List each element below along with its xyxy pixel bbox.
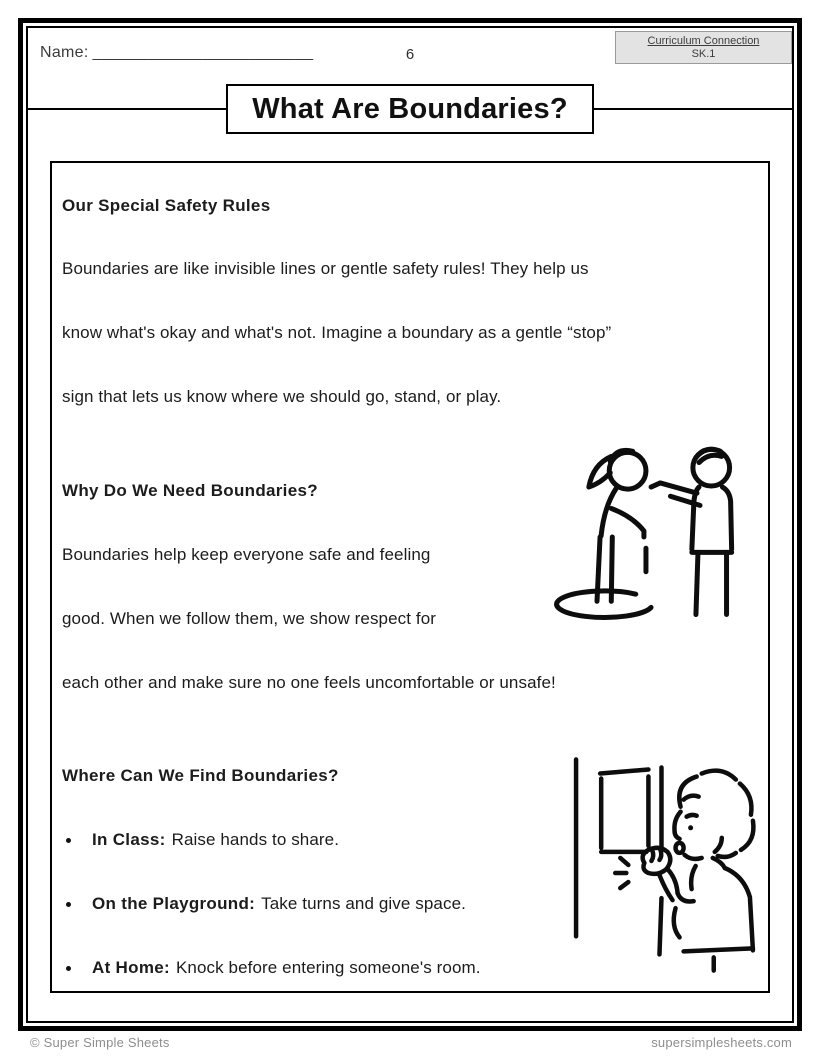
name-blank-line: ________________________ [92,44,314,61]
content-box [50,161,770,993]
curriculum-code: SK.1 [691,48,716,60]
personal-space-illustration [546,441,750,631]
section1-line2: know what's okay and what's not. Imagine a boundary as a gentle “stop” [62,323,612,342]
bullet-label: On the Playground: [92,894,256,913]
page-title: What Are Boundaries? [252,92,568,125]
page-title-box [226,84,594,134]
page-number: 6 [405,46,415,63]
bullet-icon [66,966,71,971]
page-border-inner [26,26,794,1023]
name-label: Name: [40,44,89,61]
curriculum-title: Curriculum Connection [647,35,760,47]
section2-line1: Boundaries help keep everyone safe and feeling [62,545,431,564]
section2-line3: each other and make sure no one feels uncomfortable or unsafe! [62,673,556,692]
section2-line2: good. When we follow them, we show respect for [62,609,437,628]
section1-line3: sign that lets us know where we should go, stand, or play. [62,387,502,406]
bullet-label: At Home: [92,958,170,977]
bullet-label: In Class: [92,830,166,849]
section1-line1: Boundaries are like invisible lines or gentle safety rules! They help us [62,259,589,278]
bullet-icon [66,838,71,843]
knock-door-illustration [562,753,768,987]
curriculum-connection-badge [615,31,792,64]
bullet-playground [62,891,466,917]
copyright-text: © Super Simple Sheets [30,1035,170,1050]
bullet-text: Raise hands to share. [171,830,340,849]
bullet-icon [66,902,71,907]
bullet-text: Take turns and give space. [261,894,466,913]
page-border [18,18,802,1031]
section1-heading: Our Special Safety Rules [62,196,271,215]
section2-heading: Why Do We Need Boundaries? [62,481,318,500]
bullet-at-home [62,955,481,981]
bullet-in-class [62,827,339,853]
bullet-text: Knock before entering someone's room. [175,958,481,977]
website-text: supersimplesheets.com [651,1035,792,1050]
section3-heading: Where Can We Find Boundaries? [62,766,339,785]
footer [30,1035,792,1050]
